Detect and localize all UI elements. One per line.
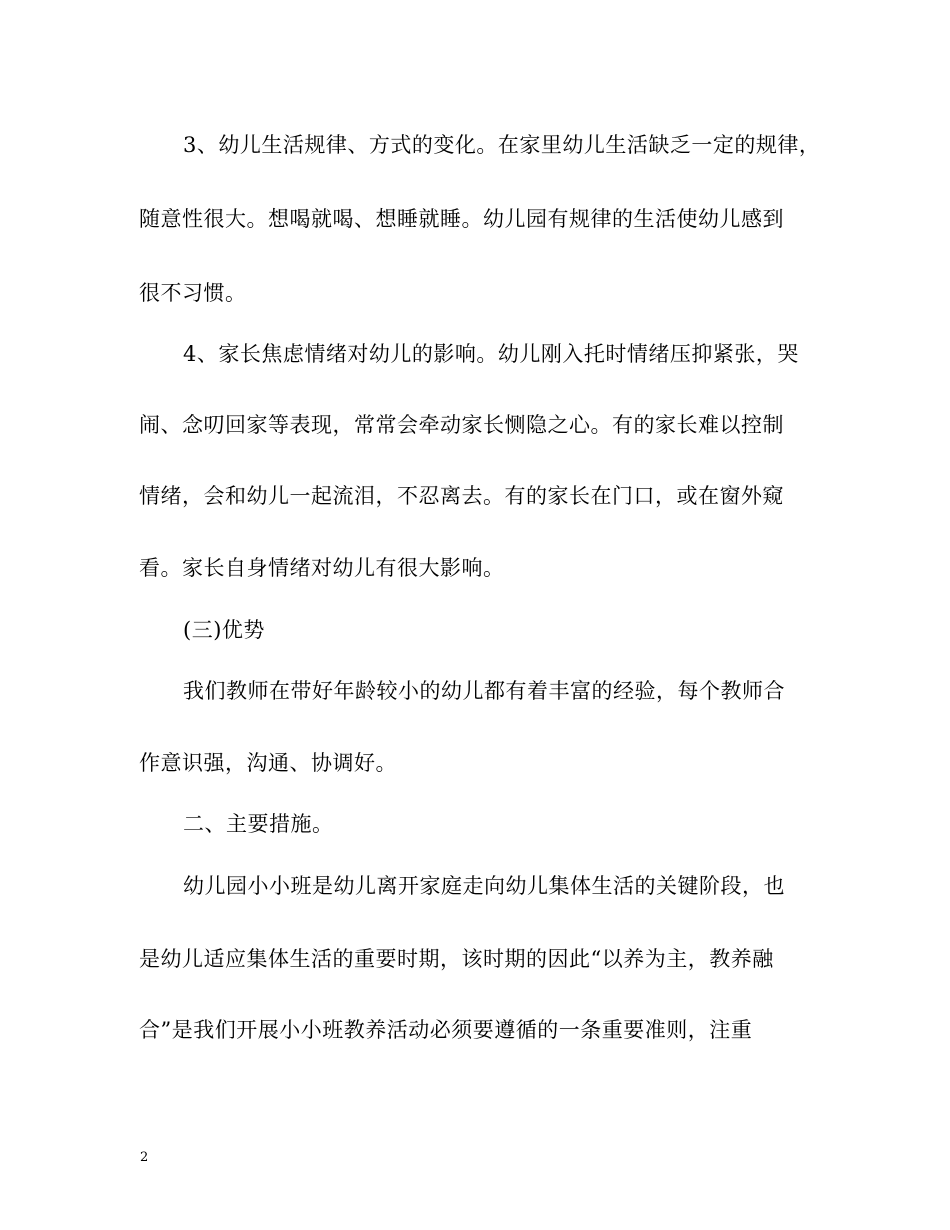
paragraph-line: 4、家长焦虑情绪对幼儿的影响。幼儿刚入托时情绪压抑紧张，哭 bbox=[183, 342, 799, 366]
paragraph-line: 是幼儿适应集体生活的重要时期，该时期的因此“以养为主，教养融 bbox=[139, 947, 774, 971]
paragraph-line: 情绪，会和幼儿一起流泪，不忍离去。有的家长在门口，或在窗外窥 bbox=[139, 484, 784, 508]
paragraph-line: 随意性很大。想喝就喝、想睡就睡。幼儿园有规律的生活使幼儿感到 bbox=[139, 207, 784, 231]
paragraph-line: 看。家长自身情绪对幼儿有很大影响。 bbox=[139, 556, 505, 580]
paragraph-line: 作意识强，沟通、协调好。 bbox=[139, 751, 397, 775]
paragraph-line: 我们教师在带好年龄较小的幼儿都有着丰富的经验，每个教师合 bbox=[183, 679, 785, 703]
paragraph-line: 幼儿园小小班是幼儿离开家庭走向幼儿集体生活的关键阶段，也 bbox=[183, 874, 785, 898]
section-heading: 二、主要措施。 bbox=[183, 812, 334, 836]
paragraph-line: 合”是我们开展小小班教养活动必须要遵循的一条重要准则，注重 bbox=[139, 1018, 753, 1042]
paragraph-line: 闹、念叨回家等表现，常常会牵动家长恻隐之心。有的家长难以控制 bbox=[139, 413, 784, 437]
section-heading: (三)优势 bbox=[183, 618, 265, 642]
paragraph-line: 3、幼儿生活规律、方式的变化。在家里幼儿生活缺乏一定的规律， bbox=[183, 133, 821, 157]
paragraph-line: 很不习惯。 bbox=[139, 281, 247, 305]
page-number: 2 bbox=[140, 1150, 149, 1165]
